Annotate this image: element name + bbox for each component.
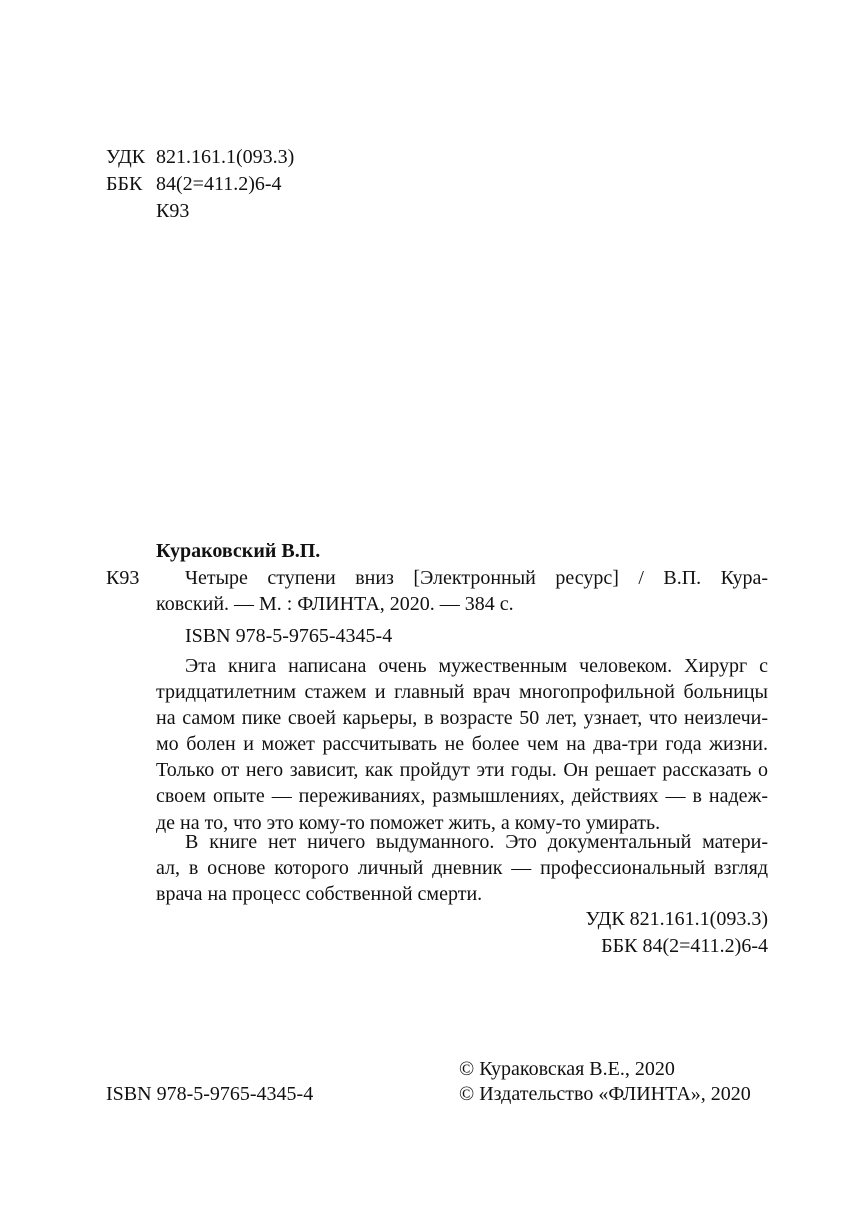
annotation-line: врача на процесс собственной смерти. — [156, 883, 483, 906]
annotation-line: своем опыте — переживаниях, размышлениях, действиях — в надеж- — [156, 785, 768, 808]
copyright-author: © Кураковская В.Е., 2020 — [459, 1058, 675, 1080]
title-line-1: Четыре ступени вниз [Электронный ресурс] / В.П. Кура- — [185, 567, 768, 589]
udk-code-top — [106, 144, 294, 170]
udk-value: 821.161.1(093.3) — [156, 146, 295, 168]
udk-code-right: УДК 821.161.1(093.3) — [585, 908, 768, 930]
annotation-line: на самом пике своей карьеры, в возрасте 50 лет, узнает, что неизлечи- — [156, 707, 768, 730]
annotation-line: В книге нет ничего выдуманного. Это документальный матери- — [185, 831, 768, 853]
annotation-line: Эта книга написана очень мужественным человеком. Хирург с — [185, 655, 768, 677]
annotation-line: мо болен и может рассчитывать не более чем на два-три года жизни. — [156, 733, 768, 756]
author-mark-top: К93 — [156, 200, 190, 222]
annotation-line: де на то, что это кому-то поможет жить, а кому-то умирать. — [156, 811, 661, 834]
isbn-record: ISBN 978-5-9765-4345-4 — [185, 625, 393, 647]
udk-label: УДК — [106, 146, 146, 168]
title-statement — [156, 565, 768, 617]
bbk-code-top — [106, 171, 282, 197]
author-mark: К93 — [106, 567, 140, 589]
annotation-line: тридцатилетним стажем и главный врач многопрофильной больницы — [156, 681, 768, 704]
bbk-code-right: ББК 84(2=411.2)6-4 — [601, 935, 768, 957]
annotation-paragraph-1 — [156, 653, 768, 836]
isbn-footer: ISBN 978-5-9765-4345-4 — [106, 1083, 314, 1105]
author-heading: Кураковский В.П. — [156, 540, 321, 562]
bbk-value: 84(2=411.2)6-4 — [156, 173, 282, 195]
copyright-publisher: © Издательство «ФЛИНТА», 2020 — [459, 1083, 751, 1105]
title-line-2: ковский. — М. : ФЛИНТА, 2020. — 384 с. — [156, 593, 514, 616]
annotation-line: Только от него зависит, как пройдут эти годы. Он решает рассказать о — [156, 759, 768, 782]
annotation-paragraph-2 — [156, 829, 768, 907]
annotation-line: ал, в основе которого личный дневник — профессиональный взгляд — [156, 857, 768, 880]
bbk-label: ББК — [106, 173, 143, 195]
